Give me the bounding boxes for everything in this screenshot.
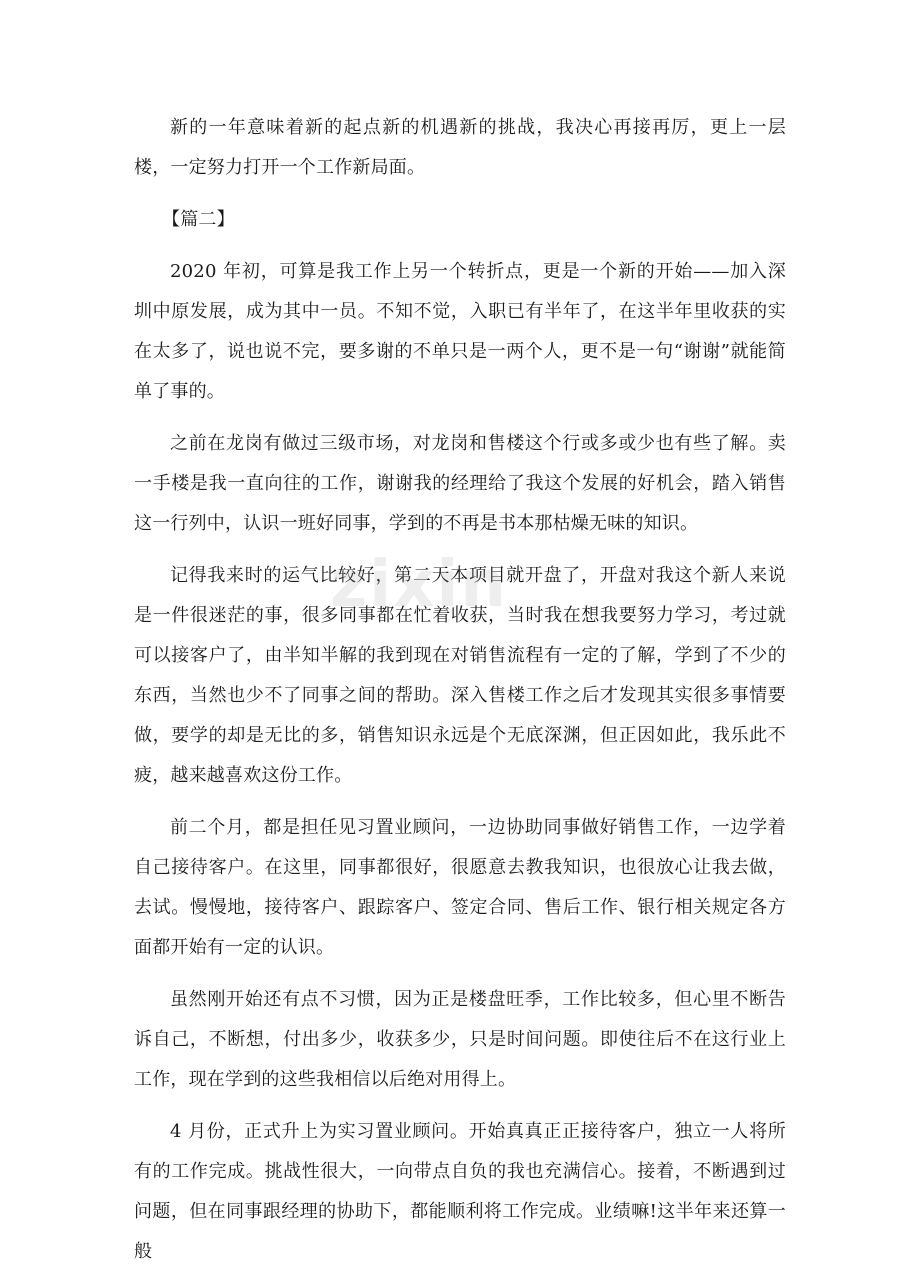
paragraph-new-year: 新的一年意味着新的起点新的机遇新的挑战，我决心再接再厉，更上一层楼，一定努力打开一个工作新局面。 (134, 117, 786, 178)
paragraph-longgang: 之前在龙岗有做过三级市场，对龙岗和售楼这个行或多或少也有些了解。卖一手楼是我一直向往的工作，谢谢我的经理给了我这个发展的好机会，踏入销售这一行列中，认识一班好同事，学到的不再是书本那枯燥无味的知识。 (134, 433, 786, 534)
watermark: zixin (330, 548, 508, 622)
paragraph-opening: 记得我来时的运气比较好，第二天本项目就开盘了，开盘对我这个新人来说是一件很迷茫的事，很多同事都在忙着收获，当时我在想我要努力学习，考过就可以接客户了，由半知半解的我到现在对销售流程有一定的了解，学到了不少的东西，当然也少不了同事之间的帮助。深入售楼工作之后才发现其实很多事情要做，要学的却是无比的多，销售知识永远是个无底深渊，但正因如此，我乐此不疲，越来越喜欢这份工作。 (134, 565, 786, 786)
document-body (134, 108, 786, 1284)
paragraph-adjustment: 虽然刚开始还有点不习惯，因为正是楼盘旺季，工作比较多，但心里不断告诉自己，不断想，付出多少，收获多少，只是时间问题。即使往后不在这行业上工作，现在学到的这些我相信以后绝对用得上。 (134, 989, 786, 1090)
paragraph-april: 4 月份，正式升上为实习置业顾问。开始真真正正接待客户，独立一人将所有的工作完成。挑战性很大，一向带点自负的我也充满信心。接着，不断遇到过问题，但在同事跟经理的协助下，都能顺利将工作完成。业绩嘛!这半年来还算一般 (134, 1121, 786, 1262)
paragraph-first-two-months: 前二个月，都是担任见习置业顾问，一边协助同事做好销售工作，一边学着自己接待客户。在这里，同事都很好，很愿意去教我知识，也很放心让我去做，去试。慢慢地，接待客户、跟踪客户、签定合同、售后工作、银行相关规定各方面都开始有一定的认识。 (134, 817, 786, 958)
paragraph-2020: 2020 年初，可算是我工作上另一个转折点，更是一个新的开始——加入深圳中原发展，成为其中一员。不知不觉，入职已有半年了，在这半年里收获的实在太多了，说也说不完，要多谢的不单只是一两个人，更不是一句“谢谢”就能简单了事的。 (134, 261, 786, 402)
section-heading: 【篇二】 (162, 209, 235, 230)
